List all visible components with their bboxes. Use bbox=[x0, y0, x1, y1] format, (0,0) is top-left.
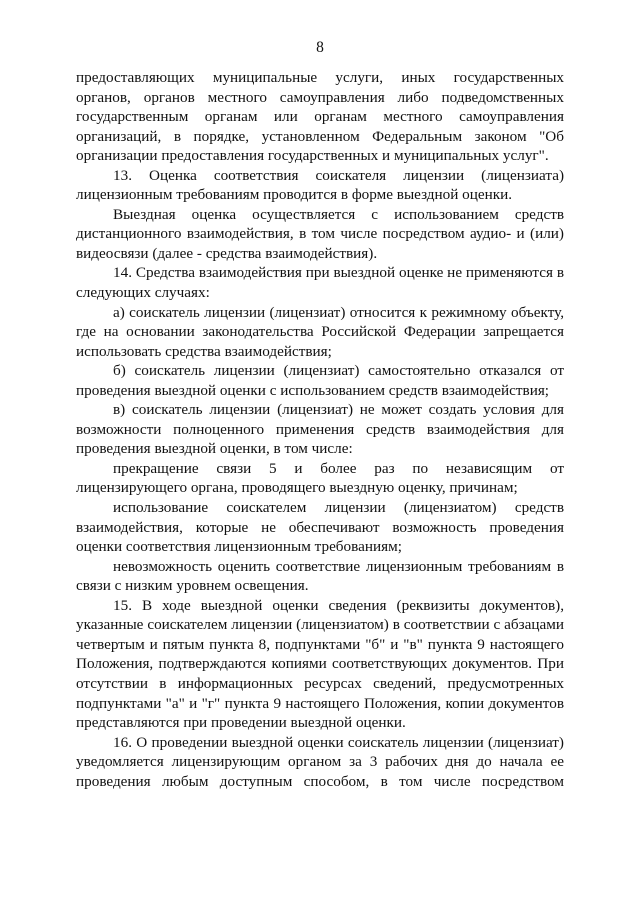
paragraph-item-14: 14. Средства взаимодействия при выездной оценке не применяются в следующих случаях: bbox=[76, 264, 564, 302]
paragraph-connection-loss: прекращение связи 5 и более раз по независящим от лицензирующего органа, проводящего выездную оценку, причинам; bbox=[76, 459, 564, 497]
paragraph-subitem-v: в) соискатель лицензии (лицензиат) не может создать условия для возможности полноценного применения средств взаимодействия для проведения выездной оценки, в том числе: bbox=[76, 401, 564, 458]
document-body bbox=[76, 68, 564, 791]
paragraph-item-16: 16. О проведении выездной оценки соискатель лицензии (лицензиат) уведомляется лицензирующим органом за 3 рабочих дня до начала ее проведения любым доступным способом, в том числе посредством bbox=[76, 733, 564, 790]
paragraph-subitem-b: б) соискатель лицензии (лицензиат) самостоятельно отказался от проведения выездной оценки с использованием средств взаимодействия; bbox=[76, 362, 564, 399]
paragraph-low-lighting: невозможность оценить соответствие лицензионным требованиям в связи с низким уровнем освещения. bbox=[76, 557, 564, 595]
page-number: 8 bbox=[316, 39, 324, 56]
paragraph-item-15: 15. В ходе выездной оценки сведения (реквизиты документов), указанные соискателем лицензии (лицензиатом) в соответствии с абзацами четвертым и пятым пункта 8, подпунктами "б" и "в" пункта 9 настоящего Положения, подтверждаются копиями соответствующих документов. При отсутствии в информационных ресурсах сведений, предусмотренных подпунктами "а" и "г" пункта 9 настоящего Положения, копии документов представляются при проведении выездной оценки. bbox=[76, 596, 564, 732]
paragraph-subitem-a: а) соискатель лицензии (лицензиат) относится к режимному объекту, где на основании законодательства Российской Федерации запрещается использовать средства взаимодействия; bbox=[76, 303, 564, 360]
paragraph-item-13: 13. Оценка соответствия соискателя лицензии (лицензиата) лицензионным требованиям проводится в форме выездной оценки. bbox=[76, 166, 564, 204]
paragraph-remote-assessment: Выездная оценка осуществляется с использованием средств дистанционного взаимодействия, в том числе посредством аудио- и (или) видеосвязи (далее - средства взаимодействия). bbox=[76, 205, 564, 262]
paragraph-continuation: предоставляющих муниципальные услуги, иных государственных органов, органов местного самоуправления либо подведомственных государственным органам или органам местного самоуправления организаций, в порядке, установленном Федеральным законом "Об организации предоставления государственных и муниципальных услуг". bbox=[76, 69, 564, 165]
paragraph-inadequate-means: использование соискателем лицензии (лицензиатом) средств взаимодействия, которые не обеспечивают возможность проведения оценки соответствия лицензионным требованиям; bbox=[76, 499, 564, 556]
